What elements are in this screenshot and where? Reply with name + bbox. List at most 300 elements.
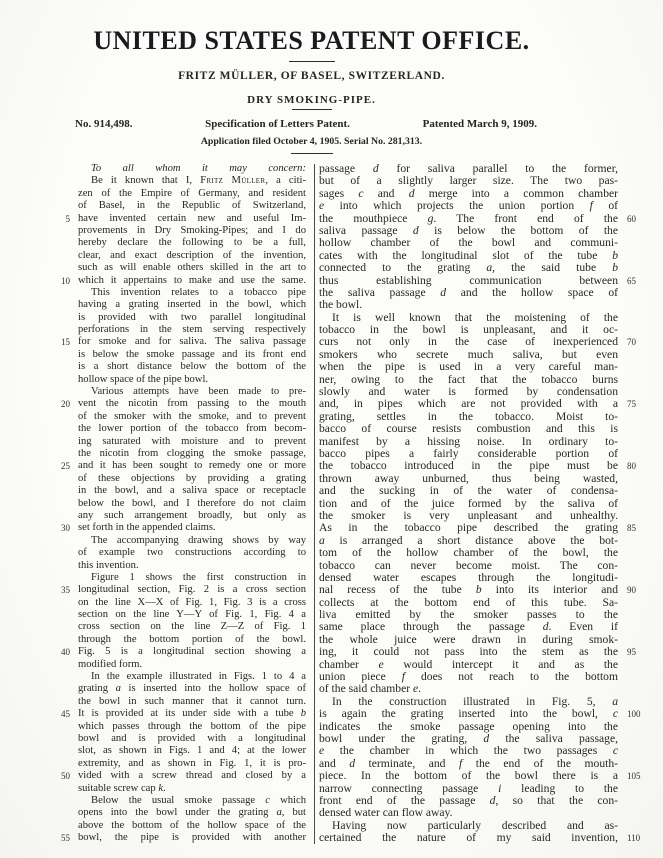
text-line-content: Fig. 5 is a longitudinal section showing a bbox=[78, 646, 306, 658]
text-line bbox=[42, 783, 306, 795]
text-line bbox=[42, 832, 306, 844]
text-line-content: grating a is inserted into the hollow space of bbox=[78, 683, 306, 695]
text-line-content: the mouthpiece g. The front end of the bbox=[319, 212, 618, 225]
text-line bbox=[319, 213, 653, 225]
text-line-content: chamber e would intercept it and as the bbox=[319, 658, 619, 671]
line-number bbox=[618, 163, 653, 175]
text-line bbox=[42, 188, 306, 200]
text-line bbox=[42, 820, 306, 832]
text-line-content: passage d for saliva parallel to the former, bbox=[319, 163, 618, 175]
text-line bbox=[42, 795, 306, 807]
line-number bbox=[42, 795, 78, 807]
line-number: 55 bbox=[61, 833, 70, 844]
line-number: 60 bbox=[627, 213, 636, 224]
text-line bbox=[319, 560, 653, 572]
text-line-content: suitable screw cap k. bbox=[78, 782, 166, 794]
line-number: 35 bbox=[61, 585, 70, 596]
text-line-content: certained the nature of my said invention, bbox=[319, 832, 618, 845]
text-line-content: is again the grating inserted into the bowl, c bbox=[319, 708, 618, 721]
text-line bbox=[319, 200, 653, 212]
text-line-content: the smoker is very unpleasant and unhealthy. bbox=[319, 509, 618, 522]
text-line-content: above the bottom of the hollow space of the bbox=[78, 819, 306, 831]
text-line-content: This invention relates to a tobacco pipe bbox=[91, 286, 306, 298]
text-line bbox=[319, 175, 653, 187]
line-number bbox=[42, 349, 78, 361]
text-line bbox=[42, 324, 306, 336]
text-line-content: connected to the grating a, the said tube b bbox=[319, 262, 618, 275]
patent-meta-row bbox=[0, 118, 623, 131]
line-number bbox=[618, 683, 653, 695]
line-number bbox=[618, 547, 653, 559]
text-line-content: bowl under the grating, d the saliva passage, bbox=[319, 732, 618, 745]
text-line-content: this invention. bbox=[78, 559, 139, 571]
text-line-content: narrow connecting passage i leading to the bbox=[319, 782, 618, 795]
text-line-content: bacco pipes a fairly considerable portion of bbox=[319, 447, 618, 460]
text-line bbox=[42, 597, 306, 609]
text-line-content: ing saturated with moisture and to prevent bbox=[78, 435, 306, 447]
line-number bbox=[42, 411, 78, 423]
text-line-content: opens into the bowl under the grating a, but bbox=[78, 807, 306, 819]
text-line bbox=[319, 820, 653, 832]
line-number bbox=[618, 225, 653, 237]
text-line bbox=[319, 163, 653, 175]
line-number bbox=[42, 572, 78, 584]
text-line bbox=[319, 683, 653, 695]
text-line-content: having a grating inserted in the bowl, which bbox=[78, 299, 306, 311]
text-line-content: of Basel, in the Republic of Switzerland, bbox=[78, 200, 306, 212]
text-line bbox=[319, 708, 653, 720]
patent-number: No. 914,498. bbox=[75, 118, 133, 130]
line-number bbox=[618, 473, 653, 485]
text-line bbox=[319, 262, 653, 274]
text-line bbox=[319, 237, 653, 249]
text-line bbox=[42, 336, 306, 348]
text-line-content: modified form. bbox=[78, 658, 143, 670]
text-line bbox=[319, 324, 653, 336]
text-line-content: a is arranged a short distance above the bot- bbox=[319, 534, 618, 547]
text-line bbox=[42, 237, 306, 249]
line-number bbox=[618, 324, 653, 336]
text-line-content: through the bottom portion of the bowl. bbox=[78, 633, 306, 645]
line-number bbox=[42, 225, 78, 237]
line-number bbox=[42, 299, 78, 311]
line-number bbox=[42, 807, 78, 819]
text-line-content: Be it known that I, Fritz Müller, a citi- bbox=[91, 175, 306, 187]
line-number bbox=[42, 683, 78, 695]
text-line-content: densed water escapes through the longitudi- bbox=[319, 571, 618, 584]
text-line bbox=[319, 398, 653, 410]
text-line bbox=[319, 621, 653, 633]
text-line-content: of the said chamber e. bbox=[319, 683, 422, 696]
text-line-content: such as will enable others skilled in the art to bbox=[78, 262, 306, 274]
line-number bbox=[42, 361, 78, 373]
text-line bbox=[319, 275, 653, 287]
header-divider-rule bbox=[289, 61, 335, 62]
line-number bbox=[42, 188, 78, 200]
page-title: UNITED STATES PATENT OFFICE. bbox=[93, 26, 530, 55]
text-line bbox=[42, 386, 306, 398]
text-line-content: hollow chamber of the bowl and communi- bbox=[319, 237, 618, 250]
line-number bbox=[42, 621, 78, 633]
text-line-content: manifest by a hissing noise. In ordinary to- bbox=[319, 435, 618, 448]
text-line-content: is a short distance below the bottom of the bbox=[78, 361, 306, 373]
line-number bbox=[42, 560, 78, 572]
line-number bbox=[618, 188, 653, 200]
text-line bbox=[42, 448, 306, 460]
line-number bbox=[42, 721, 78, 733]
line-number bbox=[618, 820, 653, 832]
specification-label: Specification of Letters Patent. bbox=[205, 118, 350, 130]
column-divider bbox=[314, 164, 315, 844]
text-line-content: slot, as shown in Figs. 1 and 4; at the lower bbox=[78, 745, 306, 757]
text-line bbox=[42, 733, 306, 745]
line-number bbox=[618, 175, 653, 187]
line-number bbox=[42, 609, 78, 621]
line-number bbox=[42, 436, 78, 448]
line-number bbox=[618, 609, 653, 621]
line-number: 10 bbox=[61, 275, 70, 286]
text-line bbox=[42, 745, 306, 757]
text-line bbox=[319, 312, 653, 324]
text-line-content: vided with a screw thread and closed by a bbox=[78, 770, 306, 782]
text-line bbox=[319, 795, 653, 807]
text-line-content: liva emitted by the smoker passes to the bbox=[319, 609, 618, 622]
line-number: 85 bbox=[627, 523, 636, 534]
line-number bbox=[42, 163, 78, 175]
line-number bbox=[42, 510, 78, 522]
text-line-content: To all whom it may concern: bbox=[91, 163, 306, 174]
text-line bbox=[319, 225, 653, 237]
line-number bbox=[42, 547, 78, 559]
text-line-content: smokers who secrete much saliva, but even bbox=[319, 348, 618, 361]
line-number bbox=[618, 783, 653, 795]
text-line bbox=[319, 522, 653, 534]
text-line bbox=[319, 299, 653, 311]
line-number: 20 bbox=[61, 399, 70, 410]
text-line-content: but of a slightly larger size. The two pas- bbox=[319, 175, 618, 188]
text-line-content: zen of the Empire of Germany, and resident bbox=[78, 187, 306, 199]
body-columns bbox=[0, 163, 663, 844]
text-line bbox=[42, 708, 306, 720]
line-number bbox=[618, 696, 653, 708]
line-number bbox=[618, 795, 653, 807]
text-line bbox=[319, 349, 653, 361]
text-line bbox=[42, 473, 306, 485]
text-line-content: front end of the passage d, so that the con- bbox=[319, 794, 619, 807]
text-line-content: union piece f does not reach to the bottom bbox=[319, 671, 618, 684]
text-line-content: is provided with two parallel longitudinal bbox=[78, 311, 306, 323]
text-line bbox=[42, 584, 306, 596]
column-right bbox=[319, 163, 653, 844]
text-line bbox=[42, 299, 306, 311]
text-line-content: tobacco in the bowl is unpleasant, and it oc- bbox=[319, 324, 618, 337]
application-divider-rule bbox=[291, 153, 333, 154]
text-line-content: sages c and d merge into a common chamber bbox=[319, 187, 619, 200]
line-number bbox=[42, 758, 78, 770]
text-line-content: longitudinal section, Fig. 2 is a cross section bbox=[78, 584, 306, 596]
line-number bbox=[618, 535, 653, 547]
text-line-content: which it appertains to make and use the same. bbox=[78, 274, 306, 286]
line-number: 30 bbox=[61, 523, 70, 534]
text-line bbox=[319, 659, 653, 671]
text-line-content: which passes through the bottom of the pipe bbox=[78, 720, 306, 732]
text-line-content: hollow space of the pipe bowl. bbox=[78, 373, 209, 385]
line-number bbox=[618, 733, 653, 745]
line-number bbox=[618, 572, 653, 584]
invention-divider-rule bbox=[292, 109, 332, 110]
text-line-content: ing, it could not pass into the stem as the bbox=[319, 646, 618, 659]
line-number bbox=[618, 287, 653, 299]
text-line-content: indicates the smoke passage opening into the bbox=[319, 720, 618, 733]
text-line-content: thus establishing communication between bbox=[319, 274, 618, 287]
text-line bbox=[319, 485, 653, 497]
line-number: 25 bbox=[61, 461, 70, 472]
text-line-content: bacco of course resists combustion and this is bbox=[319, 423, 618, 436]
line-number bbox=[42, 448, 78, 460]
text-line-content: In the construction illustrated in Fig. 5, a bbox=[332, 695, 618, 708]
text-line-content: e into which projects the union portion f of bbox=[319, 200, 618, 213]
text-line-content: any such arrangement broadly, but only as bbox=[78, 509, 306, 521]
line-number bbox=[42, 237, 78, 249]
line-number bbox=[618, 485, 653, 497]
line-number bbox=[42, 250, 78, 262]
text-line bbox=[42, 398, 306, 410]
line-number: 50 bbox=[61, 771, 70, 782]
text-line-content: tion and of the juice formed by the saliva of bbox=[319, 497, 618, 510]
text-line bbox=[319, 374, 653, 386]
text-line-content: have invented certain new and useful Im- bbox=[78, 212, 306, 224]
text-line-content: perforations in the stem serving respectively bbox=[78, 324, 306, 336]
text-line bbox=[319, 411, 653, 423]
line-number bbox=[618, 386, 653, 398]
text-line bbox=[42, 770, 306, 782]
text-line bbox=[42, 510, 306, 522]
text-line bbox=[42, 225, 306, 237]
text-line-content: Having now particularly described and as- bbox=[332, 819, 618, 832]
text-line-content: Below the usual smoke passage c which bbox=[91, 794, 306, 806]
line-number bbox=[42, 262, 78, 274]
text-line-content: nal recess of the tube b into its interior and bbox=[319, 584, 619, 597]
text-line-content: Various attempts have been made to pre- bbox=[91, 386, 306, 398]
patented-date: Patented March 9, 1909. bbox=[422, 118, 537, 130]
text-line bbox=[42, 485, 306, 497]
text-line-content: curs not only in the case of inexperienced bbox=[319, 336, 618, 349]
line-number bbox=[618, 659, 653, 671]
text-line bbox=[42, 312, 306, 324]
text-line bbox=[319, 287, 653, 299]
text-line bbox=[319, 758, 653, 770]
text-line-content: In the example illustrated in Figs. 1 to 4 a bbox=[91, 671, 306, 683]
text-line bbox=[319, 721, 653, 733]
text-line-content: set forth in the appended claims. bbox=[78, 522, 216, 534]
text-line bbox=[319, 188, 653, 200]
text-line bbox=[42, 374, 306, 386]
text-line-content: tobacco can never become moist. The con- bbox=[319, 559, 618, 572]
line-number bbox=[42, 374, 78, 386]
text-line-content: and the sucking in of the water of condensa- bbox=[319, 485, 618, 498]
text-line-content: for smoke and for saliva. The saliva passage bbox=[78, 336, 306, 348]
text-line bbox=[319, 448, 653, 460]
line-number bbox=[618, 200, 653, 212]
line-number bbox=[618, 299, 653, 311]
text-line-content: thrown away unburned, thus being wasted, bbox=[319, 472, 618, 485]
text-line bbox=[42, 522, 306, 534]
text-line-content: The accompanying drawing shows by way bbox=[91, 534, 306, 546]
text-line bbox=[42, 696, 306, 708]
text-line bbox=[42, 609, 306, 621]
line-number bbox=[618, 721, 653, 733]
text-line bbox=[42, 436, 306, 448]
line-number bbox=[42, 498, 78, 510]
inventor-line: FRITZ MÜLLER, OF BASEL, SWITZERLAND. bbox=[178, 70, 445, 82]
text-line bbox=[42, 200, 306, 212]
text-line-content: cross section on the line Z—Z of Fig. 1 bbox=[78, 621, 306, 633]
line-number bbox=[42, 745, 78, 757]
text-line bbox=[319, 745, 653, 757]
line-number bbox=[618, 361, 653, 373]
text-line bbox=[42, 758, 306, 770]
text-line bbox=[319, 423, 653, 435]
line-number: 45 bbox=[61, 709, 70, 720]
text-line-content: the lower portion of the tobacco from becom- bbox=[78, 423, 306, 435]
text-line-content: saliva passage d is below the bottom of the bbox=[319, 224, 618, 237]
line-number bbox=[42, 696, 78, 708]
text-line bbox=[319, 572, 653, 584]
text-line-content: cates with the longitudinal slot of the tube b bbox=[319, 249, 618, 262]
text-line-content: Figure 1 shows the first construction in bbox=[91, 571, 306, 583]
text-line-content: in the bowl, and a saliva space or receptacle bbox=[78, 485, 306, 497]
text-line bbox=[319, 671, 653, 683]
application-line: Application filed October 4, 1905. Serial No. 281,313. bbox=[200, 136, 423, 147]
line-number bbox=[42, 423, 78, 435]
text-line bbox=[319, 783, 653, 795]
line-number bbox=[618, 448, 653, 460]
line-number: 95 bbox=[627, 647, 636, 658]
text-line-content: clear, and exact description of the invention, bbox=[78, 249, 306, 261]
line-number bbox=[618, 671, 653, 683]
text-line bbox=[42, 349, 306, 361]
line-number bbox=[618, 597, 653, 609]
line-number bbox=[618, 560, 653, 572]
text-line-content: and, in pipes which are not provided with a bbox=[319, 398, 618, 411]
text-line-content: hereby declare the following to be a full, bbox=[78, 237, 306, 249]
text-line bbox=[42, 560, 306, 572]
line-number bbox=[618, 758, 653, 770]
text-line-content: ner, owing to the fact that the tobacco burns bbox=[319, 373, 618, 386]
text-line-content: when the pipe is used in a very careful man- bbox=[319, 361, 618, 374]
text-line bbox=[319, 460, 653, 472]
text-line-content: collects at the bottom end of this tube. Sa- bbox=[319, 596, 618, 609]
text-line bbox=[42, 646, 306, 658]
line-number bbox=[618, 250, 653, 262]
text-line bbox=[42, 175, 306, 187]
text-line bbox=[319, 609, 653, 621]
line-number bbox=[618, 807, 653, 819]
text-line bbox=[319, 646, 653, 658]
line-number: 80 bbox=[627, 461, 636, 472]
text-line bbox=[42, 535, 306, 547]
line-number: 15 bbox=[61, 337, 70, 348]
text-line-content: provements in Dry Smoking-Pipes; and I do bbox=[78, 224, 306, 236]
text-line-content: of the smoker with the smoke, and to prevent bbox=[78, 410, 306, 422]
text-line bbox=[319, 696, 653, 708]
text-line bbox=[319, 498, 653, 510]
text-line-content: piece. In the bottom of the bowl there is a bbox=[319, 770, 618, 783]
text-line bbox=[319, 473, 653, 485]
line-number bbox=[618, 498, 653, 510]
text-line-content: densed water can flow away. bbox=[319, 807, 453, 820]
text-line bbox=[319, 535, 653, 547]
text-line-content: grating, settles in the tobacco. Moist to- bbox=[319, 410, 618, 423]
text-line bbox=[319, 436, 653, 448]
text-line-content: the bowl. bbox=[319, 299, 363, 312]
column-left bbox=[42, 163, 306, 844]
text-line bbox=[319, 250, 653, 262]
text-line bbox=[319, 336, 653, 348]
text-line bbox=[42, 547, 306, 559]
text-line bbox=[42, 659, 306, 671]
text-line-content: slowly and water is formed by condensation bbox=[319, 386, 618, 399]
text-line-content: It is well known that the moistening of the bbox=[332, 311, 618, 324]
text-line-content: bowl and is provided with a longitudinal bbox=[78, 732, 306, 744]
line-number bbox=[42, 671, 78, 683]
line-number: 70 bbox=[627, 337, 636, 348]
line-number bbox=[42, 473, 78, 485]
text-line bbox=[42, 621, 306, 633]
text-line bbox=[42, 250, 306, 262]
line-number bbox=[42, 386, 78, 398]
text-line-content: bowl, the pipe is provided with another bbox=[78, 832, 306, 844]
line-number: 90 bbox=[627, 585, 636, 596]
line-number bbox=[42, 659, 78, 671]
line-number bbox=[618, 510, 653, 522]
text-line-content: the saliva passage d and the hollow space of bbox=[319, 286, 618, 299]
text-line bbox=[42, 721, 306, 733]
text-line-content: of these objections by providing a grating bbox=[78, 472, 306, 484]
text-line bbox=[42, 275, 306, 287]
line-number bbox=[42, 634, 78, 646]
text-line bbox=[319, 807, 653, 819]
text-line-content: and it has been sought to remedy one or more bbox=[78, 460, 306, 472]
text-line bbox=[42, 460, 306, 472]
patent-header bbox=[0, 0, 663, 154]
line-number bbox=[618, 436, 653, 448]
text-line bbox=[319, 770, 653, 782]
text-line-content: of example two constructions according to bbox=[78, 547, 306, 559]
text-line bbox=[42, 411, 306, 423]
text-line-content: same place through the passage d. Even if bbox=[319, 621, 618, 634]
text-line-content: the whole juice were drawn in during smok- bbox=[319, 633, 618, 646]
line-number bbox=[618, 745, 653, 757]
line-number bbox=[618, 411, 653, 423]
text-line bbox=[42, 498, 306, 510]
line-number bbox=[618, 374, 653, 386]
text-line-content: below the bowl, and I therefore do not claim bbox=[78, 497, 306, 509]
line-number bbox=[618, 237, 653, 249]
line-number bbox=[618, 634, 653, 646]
text-line-content: extremity, and as shown in Fig. 1, it is pro- bbox=[78, 757, 306, 769]
text-line bbox=[42, 807, 306, 819]
text-line-content: the bowl in such manner that it cannot turn. bbox=[78, 695, 306, 707]
line-number bbox=[42, 175, 78, 187]
text-line bbox=[42, 423, 306, 435]
text-line bbox=[42, 287, 306, 299]
line-number bbox=[42, 535, 78, 547]
line-number bbox=[618, 312, 653, 324]
text-line bbox=[319, 733, 653, 745]
text-line-content: is below the smoke passage and its front end bbox=[78, 348, 306, 360]
line-number: 5 bbox=[65, 213, 70, 224]
